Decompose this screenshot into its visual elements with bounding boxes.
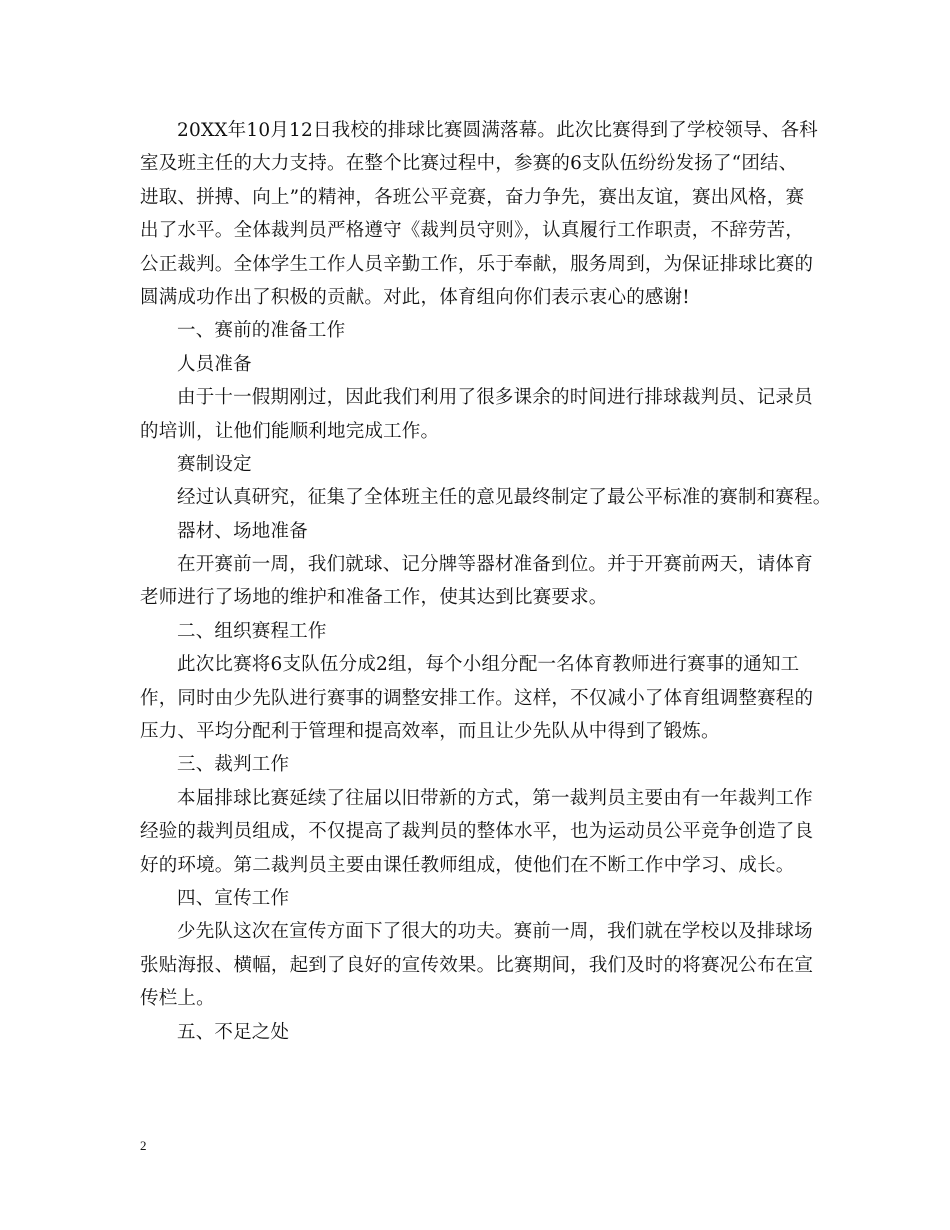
paragraph-line: 室及班主任的大力支持。在整个比赛过程中，参赛的6支队伍纷纷发扬了“团结、 [140,153,798,175]
paragraph-line: 好的环境。第二裁判员主要由课任教师组成，使他们在不断工作中学习、成长。 [140,854,795,876]
paragraph-line: 在开赛前一周，我们就球、记分牌等器材准备到位。并于开赛前两天，请体育 [177,554,813,576]
paragraph-line: 经过认真研究，征集了全体班主任的意见最终制定了最公平标准的赛制和赛程。 [177,487,832,509]
section-heading: 五、不足之处 [177,1021,290,1043]
paragraph-line: 老师进行了场地的维护和准备工作，使其达到比赛要求。 [140,587,608,609]
paragraph-line: 本届排球比赛延续了往届以旧带新的方式，第一裁判员主要由有一年裁判工作 [177,787,813,809]
section-heading: 一、赛前的准备工作 [177,320,346,342]
paragraph-line: 公正裁判。全体学生工作人员辛勤工作，乐于奉献，服务周到，为保证排球比赛的 [140,253,814,275]
paragraph-line: 的培训，让他们能顺利地完成工作。 [140,420,440,442]
subsection-heading: 器材、场地准备 [177,520,308,542]
paragraph-line: 圆满成功作出了积极的贡献。对此，体育组向你们表示衷心的感谢! [140,286,690,308]
paragraph-line: 20XX年10月12日我校的排球比赛圆满落幕。此次比赛得到了学校领导、各科 [177,120,818,141]
document-body [140,114,830,1049]
paragraph-line: 张贴海报、横幅，起到了良好的宣传效果。比赛期间，我们及时的将赛况公布在宣 [140,954,814,976]
section-heading: 二、组织赛程工作 [177,620,327,642]
paragraph-line: 此次比赛将6支队伍分成2组，每个小组分配一名体育教师进行赛事的通知工 [177,654,800,676]
subsection-heading: 赛制设定 [177,453,252,475]
subsection-heading: 人员准备 [177,353,252,375]
paragraph-line: 进取、拼搏、向上”的精神，各班公平竞赛，奋力争先，赛出友谊，赛出风格，赛 [140,186,805,208]
section-heading: 三、裁判工作 [177,754,290,776]
paragraph-line: 少先队这次在宣传方面下了很大的功夫。赛前一周，我们就在学校以及排球场 [177,921,813,943]
paragraph-line: 作，同时由少先队进行赛事的调整安排工作。这样，不仅减小了体育组调整赛程的 [140,687,814,709]
paragraph-line: 出了水平。全体裁判员严格遵守《裁判员守则》，认真履行工作职责，不辞劳苦， [140,220,804,242]
paragraph-line: 经验的裁判员组成，不仅提高了裁判员的整体水平，也为运动员公平竞争创造了良 [140,821,814,843]
section-heading: 四、宣传工作 [177,887,290,909]
paragraph-line: 由于十一假期刚过，因此我们利用了很多课余的时间进行排球裁判员、记录员 [177,387,813,409]
paragraph-line: 传栏上。 [140,988,215,1010]
page-number: 2 [140,1138,147,1153]
paragraph-line: 压力、平均分配利于管理和提高效率，而且让少先队从中得到了锻炼。 [140,721,720,743]
